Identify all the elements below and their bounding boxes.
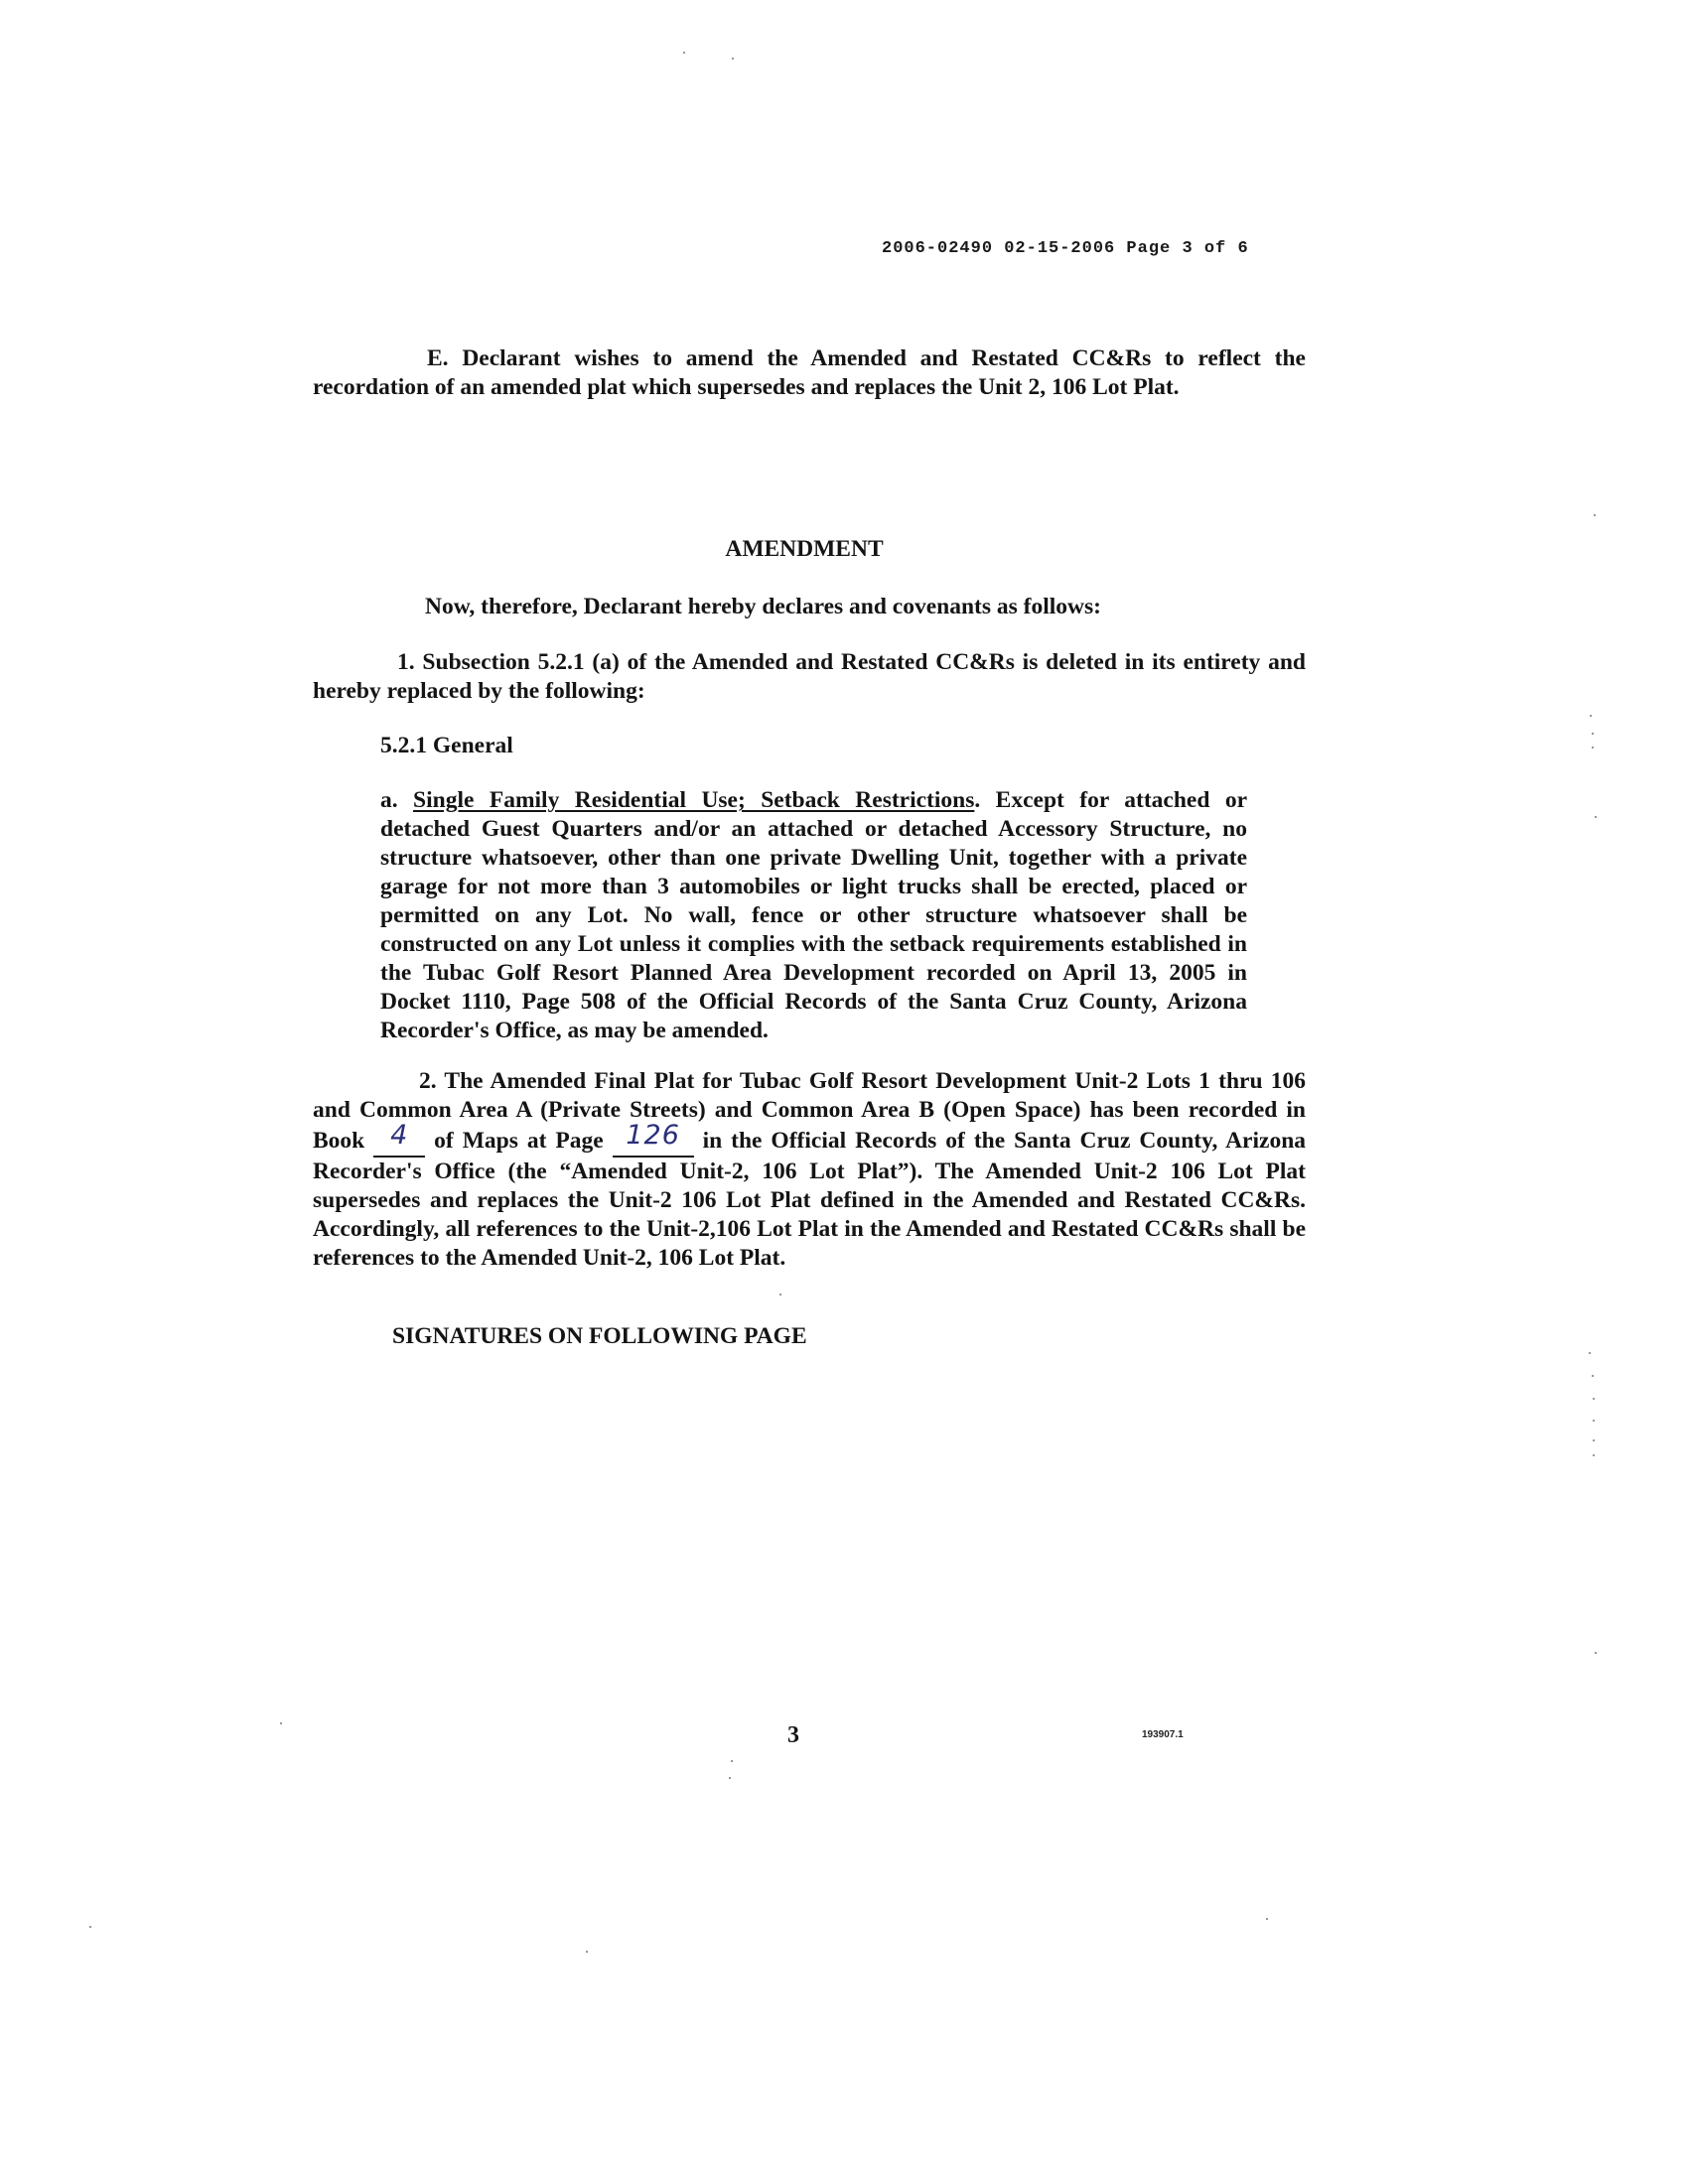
scan-speck (1595, 816, 1597, 818)
item-2-part2: of Maps at Page (425, 1128, 613, 1154)
item-2-paragraph (313, 1067, 1306, 1273)
page-number: 3 (787, 1722, 799, 1748)
scan-speck (1594, 514, 1596, 516)
subsection-a-body: . Except for attached or detached Guest Quarters and/or an attached or detached Accessory Structure, no structure whatsoever, other than one private Dwelling Unit, together with a private garage for not more than 3 automobiles or light trucks shall be erected, placed or permitted on any Lot. No wall, fence or other structure whatsoever shall be constructed on any Lot unless it complies with the setback requirements established in the Tubac Golf Resort Planned Area Development recorded on April 13, 2005 in Docket 1110, Page 508 of the Official Records of the Santa Cruz County, Arizona Recorder's Office, as may be amended. (380, 787, 1248, 1043)
scan-speck (683, 52, 685, 54)
book-number-handwritten: 4 (390, 1120, 409, 1151)
scan-speck (1590, 715, 1592, 717)
amendment-intro: Now, therefore, Declarant hereby declares and covenants as follows: (425, 594, 1101, 619)
scan-speck (731, 1760, 733, 1762)
recital-e-paragraph: E. Declarant wishes to amend the Amended and Restated CC&Rs to reflect the recordation of an amended plat which supersedes and replaces the Unit 2, 106 Lot Plat. (313, 345, 1306, 400)
scan-speck (1593, 1439, 1595, 1441)
scan-speck (1593, 1420, 1595, 1422)
subsection-a-paragraph (380, 786, 1247, 1045)
scan-speck (280, 1722, 282, 1724)
scan-speck (89, 1926, 91, 1928)
scan-speck (586, 1951, 588, 1953)
item-2-part3: in the Official Records of the Santa Cruz County, Arizona Recorder's Office (the “Amended Unit-2, 106 Lot Plat”). The Amended Unit-2 106 Lot Plat supersedes and replaces the Unit-2 106 Lot Plat defined in the Amended and Restated CC&Rs. Accordingly, all references to the Unit-2,106 Lot Plat in the Amended and Restated CC&Rs shall be references to the Amended Unit-2, 106 Lot Plat. (313, 1128, 1307, 1271)
subsection-a-label: a. (380, 787, 398, 813)
subsection-heading: 5.2.1 General (380, 733, 513, 758)
item-2-part1: 2. The Amended Final Plat for Tubac Golf Resort Development Unit-2 Lots 1 thru 106 and Common Area A (Private Streets) and Common Area B (Open Space) has been recorded in Book (313, 1068, 1306, 1154)
scan-speck (1592, 747, 1594, 749)
subsection-a-title: Single Family Residential Use; Setback Restrictions (413, 787, 975, 813)
scan-speck (1593, 1398, 1595, 1400)
scan-speck (729, 1777, 731, 1779)
scan-speck (1592, 733, 1594, 735)
page-number-handwritten: 126 (626, 1120, 680, 1151)
book-number-blank (373, 1120, 425, 1158)
scan-speck (1593, 1454, 1595, 1456)
page-number-blank (613, 1120, 694, 1158)
recording-stamp: 2006-02490 02-15-2006 Page 3 of 6 (882, 239, 1249, 258)
scan-speck (1266, 1918, 1268, 1920)
signatures-note: SIGNATURES ON FOLLOWING PAGE (392, 1323, 807, 1349)
scan-speck (1589, 1352, 1591, 1354)
document-code: 193907.1 (1142, 1729, 1184, 1740)
amendment-heading: AMENDMENT (725, 536, 884, 562)
item-1-paragraph: 1. Subsection 5.2.1 (a) of the Amended and Restated CC&Rs is deleted in its entirety and hereby replaced by the following: (313, 649, 1306, 704)
scan-speck (1592, 1375, 1594, 1377)
scan-speck (1595, 1652, 1597, 1654)
scan-speck (779, 1294, 781, 1296)
scan-speck (732, 58, 734, 60)
